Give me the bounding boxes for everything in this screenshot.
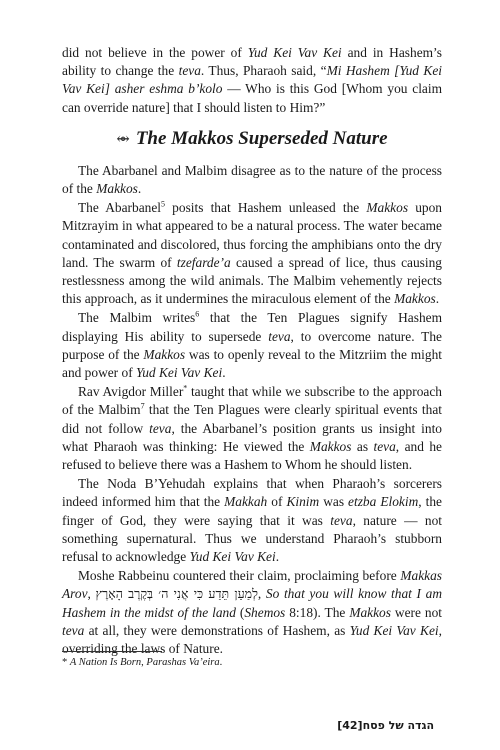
italic-term: teva bbox=[373, 438, 396, 454]
italic-term: Makkos bbox=[143, 346, 186, 362]
text-run: were not bbox=[390, 604, 442, 620]
italic-term: Makkas Arov bbox=[62, 568, 442, 602]
text-run: . bbox=[137, 181, 142, 197]
footnote-marker: * bbox=[62, 657, 70, 668]
footnote-end: . bbox=[219, 657, 223, 668]
italic-term: Shemos bbox=[244, 604, 286, 620]
italic-term: Makkos bbox=[309, 438, 352, 454]
italic-term: Yud Kei Vav Kei bbox=[247, 45, 342, 60]
main-text bbox=[62, 44, 442, 658]
text-run: . Thus, Pharaoh said, “ bbox=[200, 63, 327, 79]
italic-term: teva bbox=[268, 328, 291, 344]
text-run: as bbox=[351, 438, 374, 454]
italic-term: teva bbox=[62, 622, 85, 638]
paragraph-3 bbox=[62, 309, 442, 382]
italic-term: Mi Hashem [Yud Kei Vav Kei] asher eshma b’kolo bbox=[62, 63, 442, 97]
text-run: The Abarbanel bbox=[78, 200, 162, 216]
text-run: , the Abarbanel’s position grants us insight into what Pharaoh was thinking: He viewed the bbox=[62, 420, 443, 454]
text-run: caused a spread of lice, thus causing restlessness among the wild animals. The Malbim vehemently rejects this approach, as it undermines the miraculous element of the bbox=[62, 254, 442, 307]
italic-term: teva bbox=[149, 420, 172, 436]
text-run: . bbox=[222, 365, 226, 381]
italic-term: teva bbox=[178, 63, 201, 79]
paragraph-0 bbox=[62, 44, 442, 117]
text-run: , and he refused to believe there was a Hashem to Whom he should listen. bbox=[62, 438, 442, 473]
section-heading bbox=[62, 127, 442, 152]
text-run: at all, they were demonstrations of Hashem, as bbox=[84, 622, 350, 638]
page-footer bbox=[337, 719, 442, 732]
text-run: , overriding the laws of Nature. bbox=[62, 622, 442, 657]
text-run: Rav Avigdor Miller bbox=[78, 384, 184, 400]
text-run: taught that while we subscribe to the approach of the Malbim bbox=[62, 384, 442, 418]
italic-term: Makkos bbox=[366, 200, 409, 216]
italic-term: teva bbox=[330, 512, 353, 528]
footnote-divider bbox=[62, 651, 162, 652]
text-run: that the Ten Plagues signify Hashem displaying His ability to supersede bbox=[62, 310, 443, 344]
text-run: upon Mitzrayim in what appeared to be a natural process. The water became contaminated and discolored, thus forcing the amphibians onto the dry land. The swarm of bbox=[62, 200, 442, 270]
footnote-book-title: A Nation Is Born bbox=[69, 657, 142, 668]
hebrew-verse: לְמַעַן תֵּדַע כִּי אֲנִי ה׳ בְּקֶרֶב הָאָרֶץ bbox=[95, 586, 258, 602]
text-run: The Abarbanel and Malbim disagree as to the nature of the process of the bbox=[62, 162, 442, 197]
italic-term: Yud Kei Vav Kei bbox=[189, 549, 276, 565]
text-run: was to openly reveal to the Mitzriim the might and power of bbox=[62, 346, 442, 381]
text-run: did not believe in the power of bbox=[62, 45, 248, 60]
italic-term: etzba Elokim bbox=[348, 494, 419, 510]
text-run: , to overcome nature. The purpose of the bbox=[62, 328, 443, 362]
text-run: 8:18). The bbox=[285, 604, 350, 620]
text-run: The Malbim writes bbox=[78, 310, 196, 326]
text-run: — Who is this God [Whom you claim can override nature] that I should listen to Him?” bbox=[62, 81, 442, 115]
paragraph-1 bbox=[62, 162, 442, 198]
text-run: ( bbox=[235, 604, 245, 620]
italic-term: tzefarde’a bbox=[176, 254, 231, 270]
paragraph-4 bbox=[62, 383, 442, 474]
italic-term: So that you will know that I am Hashem in the midst of the land bbox=[62, 586, 442, 620]
text-run: . bbox=[275, 549, 280, 565]
italic-term: Kinim bbox=[286, 494, 320, 510]
paragraph-2 bbox=[62, 199, 442, 308]
footnote-reference: * bbox=[183, 383, 188, 393]
text-run: , the finger of God, they were saying that it was bbox=[62, 494, 442, 528]
text-run: . bbox=[435, 291, 440, 307]
text-run: The Noda B’Yehudah explains that when Pharaoh’s sorcerers indeed informed him that the bbox=[62, 476, 442, 510]
text-run: of bbox=[267, 494, 287, 510]
text-run: that the Ten Plagues were clearly spiritual events that did not follow bbox=[62, 402, 442, 436]
footnote-reference: 6 bbox=[195, 309, 200, 319]
text-run: posits that Hashem unleased the bbox=[165, 200, 367, 216]
text-run: , bbox=[87, 586, 96, 602]
page-number: [42] bbox=[337, 719, 363, 732]
italic-term: Makkos bbox=[96, 181, 138, 197]
footnote-source: Parashas Va’eira bbox=[146, 657, 220, 668]
italic-term: Yud Kei Vav Kei bbox=[349, 622, 439, 638]
footnote-reference: 7 bbox=[140, 401, 145, 411]
text-run: Moshe Rabbeinu countered their claim, proclaiming before bbox=[78, 568, 401, 584]
paragraph-6 bbox=[62, 567, 442, 658]
italic-term: Makkos bbox=[349, 604, 391, 620]
footnote-separator: , bbox=[141, 657, 147, 668]
text-run: was bbox=[319, 494, 349, 510]
text-run: , nature — not something supernatural. Thus we understand Pharaoh’s stubborn refusal to acknowledge bbox=[62, 512, 442, 565]
italic-term: Makkos bbox=[394, 291, 436, 307]
feather-ornament-icon: ⥈ bbox=[116, 130, 130, 148]
text-run: and in Hashem’s ability to change the bbox=[62, 45, 442, 79]
footnote-reference: 5 bbox=[161, 199, 166, 209]
section-heading-text: The Makkos Superseded Nature bbox=[135, 127, 388, 149]
text-run: , bbox=[257, 586, 266, 602]
footnote bbox=[62, 656, 442, 670]
running-title: הגדה של פסח bbox=[362, 719, 434, 732]
paragraph-5 bbox=[62, 475, 442, 566]
italic-term: Yud Kei Vav Kei bbox=[136, 365, 223, 381]
italic-term: Makkah bbox=[224, 494, 268, 510]
